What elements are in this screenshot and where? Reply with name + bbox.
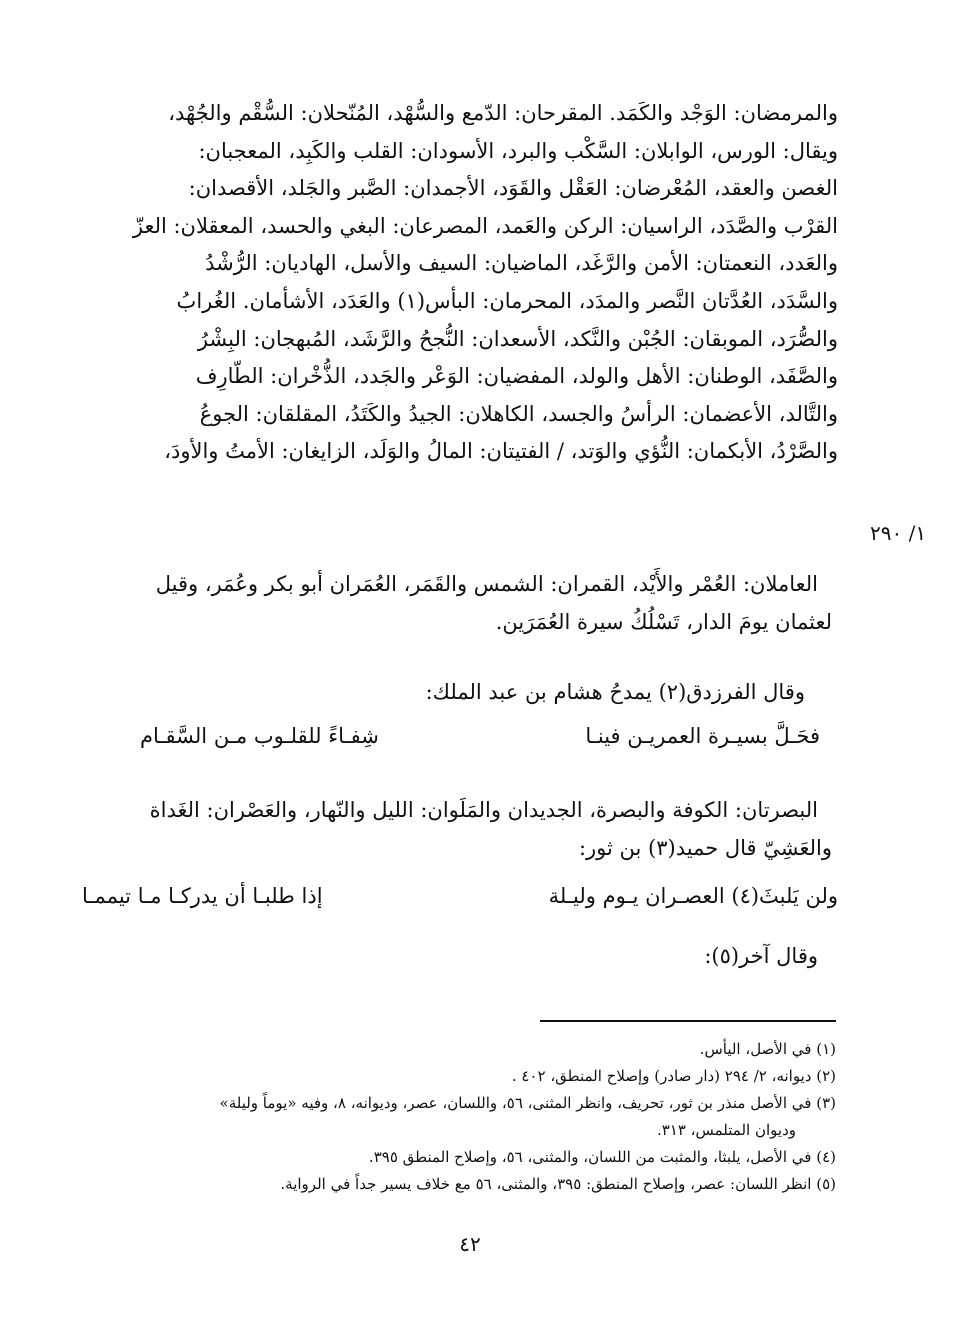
- verse-intro: وقال الفرزدق(٢) يمدحُ هشام بن عبد الملك:: [425, 680, 805, 704]
- footnotes: [110, 1036, 836, 1198]
- paragraph-line: والعَشِيّ قال حميد(٣) بن ثور:: [578, 836, 832, 860]
- footnote: (٢) ديوانه، ٢/ ٢٩٤ (دار صادر) وإصلاح المنطق، ٤٠٢ .: [511, 1067, 836, 1085]
- verse-hemistich-second: شِفـاءً للقلـوب مـن السَّقـام: [140, 724, 379, 748]
- text-line: والمرمضان: الوَجْد والكَمَد. المقرحان: الدّمع والسُّهْد، المُنّحلان: السُّقْم والجُهْد،: [168, 101, 838, 125]
- footnote-divider: [540, 1020, 836, 1022]
- text-line: والعَدد، النعمتان: الأمن والرَّغَد، الماضيان: السيف والأسل، الهاديان: الرُّشْدُ: [205, 251, 838, 276]
- text-line: والسَّدَد، العُدَّتان النَّصر والمدَد، المحرمان: البأس(١) والعَدَد، الأشأمان. الغُرابُ: [176, 288, 838, 313]
- verse-intro: وقال آخر(٥):: [704, 944, 818, 968]
- footnote: (٥) انظر اللسان: عصر، وإصلاح المنطق: ٣٩٥، والمثنى، ٥٦ مع خلاف يسير جداً في الرواية.: [280, 1175, 836, 1193]
- text-line: والصُّرَد، الموبقان: الجُبْن والنَّكد، الأسعدان: النُّجحُ والرَّشَد، المُبهجان: البِشْرُ: [197, 326, 838, 351]
- text-line: ويقال: الورس، الوابلان: السَّكْب والبرد، الأسودان: القلب والكَبِد، المعجبان:: [198, 138, 838, 163]
- footnote: (٣) في الأصل منذر بن ثور، تحريف، وانظر المثنى، ٥٦، واللسان، عصر، وديوانه، ٨، وفيه «يوماً وليلة»: [219, 1094, 836, 1112]
- paragraph-line: لعثمان يومَ الدار، تَسْلُكُ سيرة العُمَرَين.: [495, 610, 832, 634]
- main-text: [82, 95, 838, 471]
- verse-2: [82, 884, 838, 924]
- text-line: الغصن والعقد، المُعْرضان: العَقْل والقَوَد، الأجمدان: الصَّبر والجَلد، الأقصدان:: [188, 176, 838, 201]
- footnote: (١) في الأصل، اليأس.: [699, 1040, 836, 1058]
- verse-hemistich-first: ولن يَلبثَ(٤) العصـران يـوم وليـلة: [548, 884, 838, 908]
- text-line: والصَّفَد، الوطنان: الأهل والولد، المفضيان: الوَعْر والجَدد، الذُّخْران: الطّارِف: [195, 364, 838, 389]
- footnote-continuation: وديوان المتلمس، ٣١٣.: [656, 1121, 796, 1139]
- margin-page-reference: ١/ ٢٩٠: [870, 521, 927, 545]
- verse-hemistich-second: إذا طلبـا أن يدركـا مـا تيممـا: [82, 884, 323, 908]
- paragraph-line: البصرتان: الكوفة والبصرة، الجديدان والمَلَوان: الليل والنّهار، والعَصْران: الغَداة: [149, 798, 818, 822]
- paragraph-line: العاملان: العُمْر والأَيْد، القمران: الشمس والقَمَر، العُمَران أبو بكر وعُمَر، وقيل: [155, 572, 818, 596]
- text-line: القرْب والصَّدَد، الراسيان: الركن والعَمد، المصرعان: البغي والحسد، المعقلان: العزّ: [132, 213, 838, 238]
- verse-1: [140, 724, 820, 764]
- footnote: (٤) في الأصل، يلبثا، والمثبت من اللسان، والمثنى، ٥٦، وإصلاح المنطق ٣٩٥.: [368, 1148, 836, 1166]
- page-number: ٤٢: [459, 1232, 481, 1256]
- verse-hemistich-first: فحَـلَّ بسيـرة العمريـن فينـا: [585, 724, 820, 748]
- text-line: والتَّالد، الأعضمان: الرأسُ والجسد، الكاهلان: الجيدُ والكَتَدُ، المقلقان: الجوعُ: [199, 401, 838, 426]
- text-line: والصَّرْدُ، الأبكمان: النُّؤي والوَتد، / الفتيتان: المالُ والوَلَد، الزايغان: الأمتُ والأودَ،: [164, 439, 838, 464]
